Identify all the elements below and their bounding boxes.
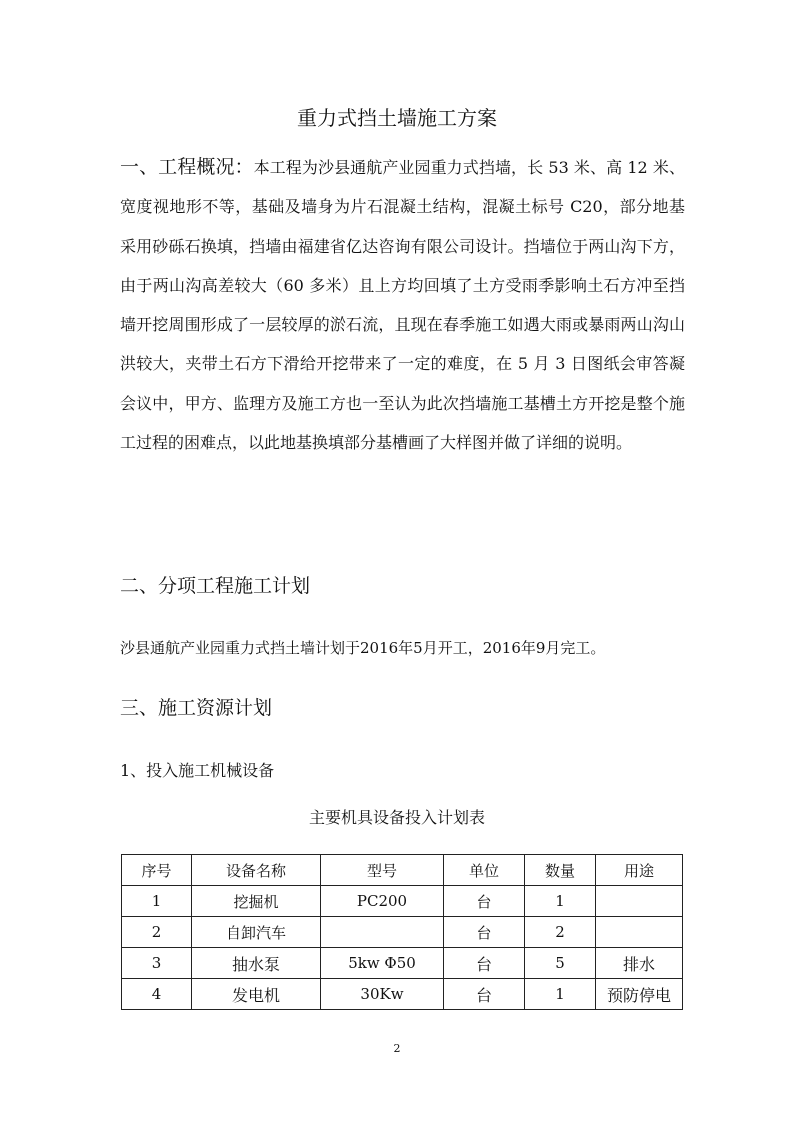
table-cell: 发电机 (192, 979, 321, 1010)
table-cell: 30Kw (321, 979, 444, 1010)
table-cell: 1 (525, 979, 596, 1010)
table-cell: 1 (122, 886, 192, 917)
table-cell: 台 (444, 979, 525, 1010)
table-cell: 2 (525, 917, 596, 948)
table-row (122, 948, 683, 979)
table-header-cell: 型号 (321, 855, 444, 886)
section-resources-heading: 三、施工资源计划 (120, 697, 273, 719)
section-overview (120, 148, 685, 462)
table-cell: 自卸汽车 (192, 917, 321, 948)
table-header-cell: 用途 (596, 855, 683, 886)
table-cell: 2 (122, 917, 192, 948)
table-cell: 抽水泵 (192, 948, 321, 979)
table-cell: 3 (122, 948, 192, 979)
table-cell: 1 (525, 886, 596, 917)
table-cell: PC200 (321, 886, 444, 917)
table-cell: 5kw Φ50 (321, 948, 444, 979)
table-cell: 5 (525, 948, 596, 979)
table-cell (596, 886, 683, 917)
section-plan-heading: 二、分项工程施工计划 (120, 575, 311, 597)
table-cell: 台 (444, 948, 525, 979)
table-header-cell: 单位 (444, 855, 525, 886)
table-row (122, 979, 683, 1010)
section-overview-heading: 一、工程概况： (120, 156, 254, 178)
equipment-table (121, 854, 683, 1010)
table-header-cell: 序号 (122, 855, 192, 886)
table-header-row (122, 855, 683, 886)
table-header-cell: 设备名称 (192, 855, 321, 886)
table-row (122, 917, 683, 948)
table-cell: 台 (444, 917, 525, 948)
table-cell: 排水 (596, 948, 683, 979)
section-plan-text: 沙县通航产业园重力式挡土墙计划于2016年5月开工，2016年9月完工。 (120, 639, 606, 657)
table-row (122, 886, 683, 917)
table-cell: 预防停电 (596, 979, 683, 1010)
table-cell (596, 917, 683, 948)
document-title: 重力式挡土墙施工方案 (297, 106, 497, 130)
table-cell (321, 917, 444, 948)
table-cell: 挖掘机 (192, 886, 321, 917)
table-cell: 台 (444, 886, 525, 917)
section-resources-subheading: 1、投入施工机械设备 (120, 761, 275, 780)
page-number: 2 (393, 1042, 401, 1055)
section-overview-text: 本工程为沙县通航产业园重力式挡墙，长 53 米、高 12 米、宽度视地形不等，基础及墙身为片石混凝土结构，混凝土标号 C20，部分地基采用砂砾石换填，挡墙由福建省亿达咨询有限公司设计。挡墙位于两山沟下方，由于两山沟高差较大（60 多米）且上方均回填了土方受雨季影响土石方冲至挡墙开挖周围形成了一层较厚的淤石流，且现在春季施工如遇大雨或暴雨两山沟山洪较大，夹带土石方下滑给开挖带来了一定的难度，在 5 月 3 日图纸会审答凝会议中，甲方、监理方及施工方也一至认为此次挡墙施工基槽土方开挖是整个施工过程的困难点，以此地基换填部分基槽画了大样图并做了详细的说明。 (120, 158, 685, 453)
table-caption: 主要机具设备投入计划表 (308, 808, 485, 827)
table-cell: 4 (122, 979, 192, 1010)
table-header-cell: 数量 (525, 855, 596, 886)
